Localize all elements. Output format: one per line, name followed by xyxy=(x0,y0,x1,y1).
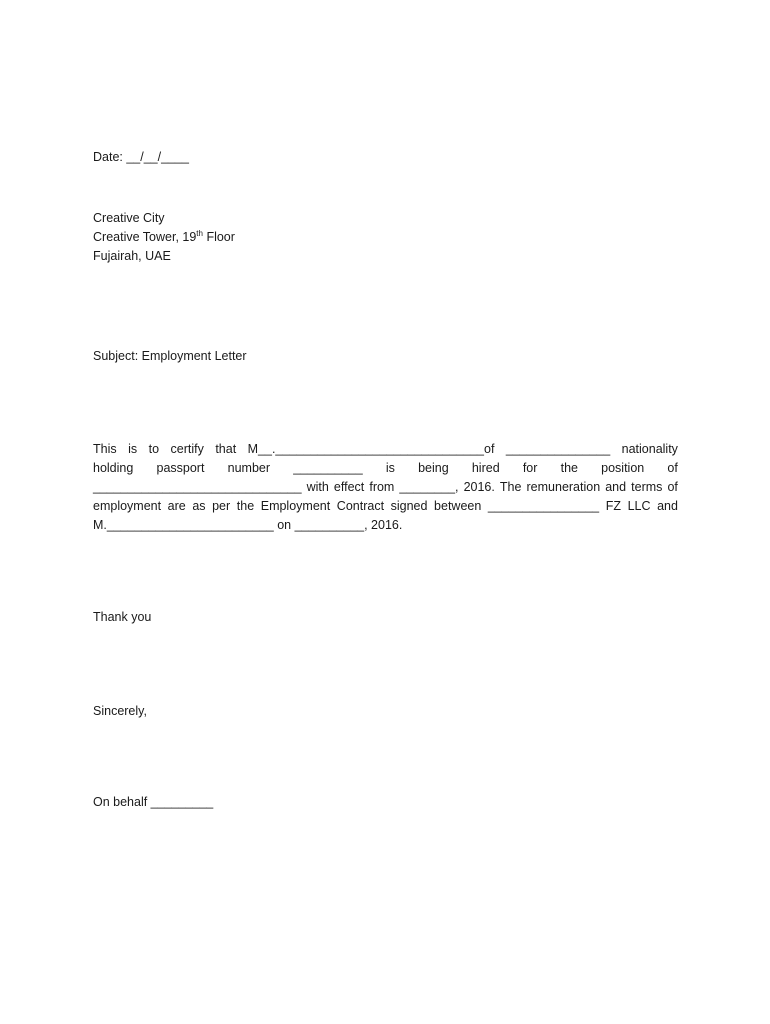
position-blank: ______________________________ xyxy=(93,480,302,494)
body-word: LLC xyxy=(627,499,651,513)
body-word: FZ xyxy=(605,499,621,513)
body-line-5: M.________________________ on __________, 2016. xyxy=(93,518,403,532)
body-word: with xyxy=(306,480,329,494)
address-line-2 xyxy=(93,228,235,247)
body-word: the xyxy=(236,499,255,513)
recipient-address xyxy=(93,209,235,266)
address-line-1: Creative City xyxy=(93,211,165,225)
body-line-4 xyxy=(93,497,678,516)
body-word: Contract xyxy=(336,499,385,513)
body-word: signed xyxy=(390,499,428,513)
body-word: for xyxy=(522,461,538,475)
body-word: passport xyxy=(156,461,205,475)
body-word: between xyxy=(434,499,482,513)
body-line-2 xyxy=(93,459,678,478)
body-word: 2016. xyxy=(463,480,495,494)
employee-name-blank: M__.______________________________of xyxy=(247,442,495,456)
passport-number-blank: __________ xyxy=(293,461,363,475)
body-word: and xyxy=(605,480,627,494)
body-word: hired xyxy=(471,461,500,475)
body-word: Employment xyxy=(260,499,331,513)
body-word: of xyxy=(667,480,678,494)
nationality-blank: _______________ xyxy=(505,442,611,456)
body-line-1 xyxy=(93,440,678,459)
floor-ordinal-suffix: th xyxy=(196,228,203,238)
body-word: as xyxy=(192,499,206,513)
start-date-blank: ________, xyxy=(399,480,459,494)
body-word: is xyxy=(385,461,395,475)
body-line-3 xyxy=(93,478,678,497)
on-behalf-line: On behalf _________ xyxy=(93,795,214,809)
body-word: to xyxy=(148,442,160,456)
body-word: the xyxy=(560,461,578,475)
body-word: being xyxy=(418,461,449,475)
body-paragraph xyxy=(93,440,678,535)
closing-line: Sincerely, xyxy=(93,704,147,718)
thank-you-line: Thank you xyxy=(93,610,152,624)
body-word: that xyxy=(215,442,237,456)
body-word: nationality xyxy=(621,442,678,456)
body-word: terms xyxy=(631,480,663,494)
body-word: The xyxy=(499,480,522,494)
address-line-2-text: Creative Tower, 19 xyxy=(93,230,197,244)
body-word: remuneration xyxy=(526,480,601,494)
body-word: number xyxy=(227,461,271,475)
body-word: This xyxy=(93,442,117,456)
body-word: holding xyxy=(93,461,134,475)
body-word: effect xyxy=(333,480,365,494)
subject-line: Subject: Employment Letter xyxy=(93,349,247,363)
body-word: is xyxy=(128,442,138,456)
company-name-blank: ________________ xyxy=(487,499,600,513)
body-word: from xyxy=(369,480,395,494)
body-word: are xyxy=(167,499,186,513)
body-word: employment xyxy=(93,499,162,513)
body-word: position xyxy=(601,461,645,475)
address-line-3: Fujairah, UAE xyxy=(93,249,171,263)
date-line: Date: __/__/____ xyxy=(93,150,189,164)
body-word: certify xyxy=(170,442,204,456)
body-word: per xyxy=(212,499,231,513)
body-word: and xyxy=(657,499,678,513)
body-word: of xyxy=(667,461,678,475)
address-line-2-floor: Floor xyxy=(202,230,235,244)
